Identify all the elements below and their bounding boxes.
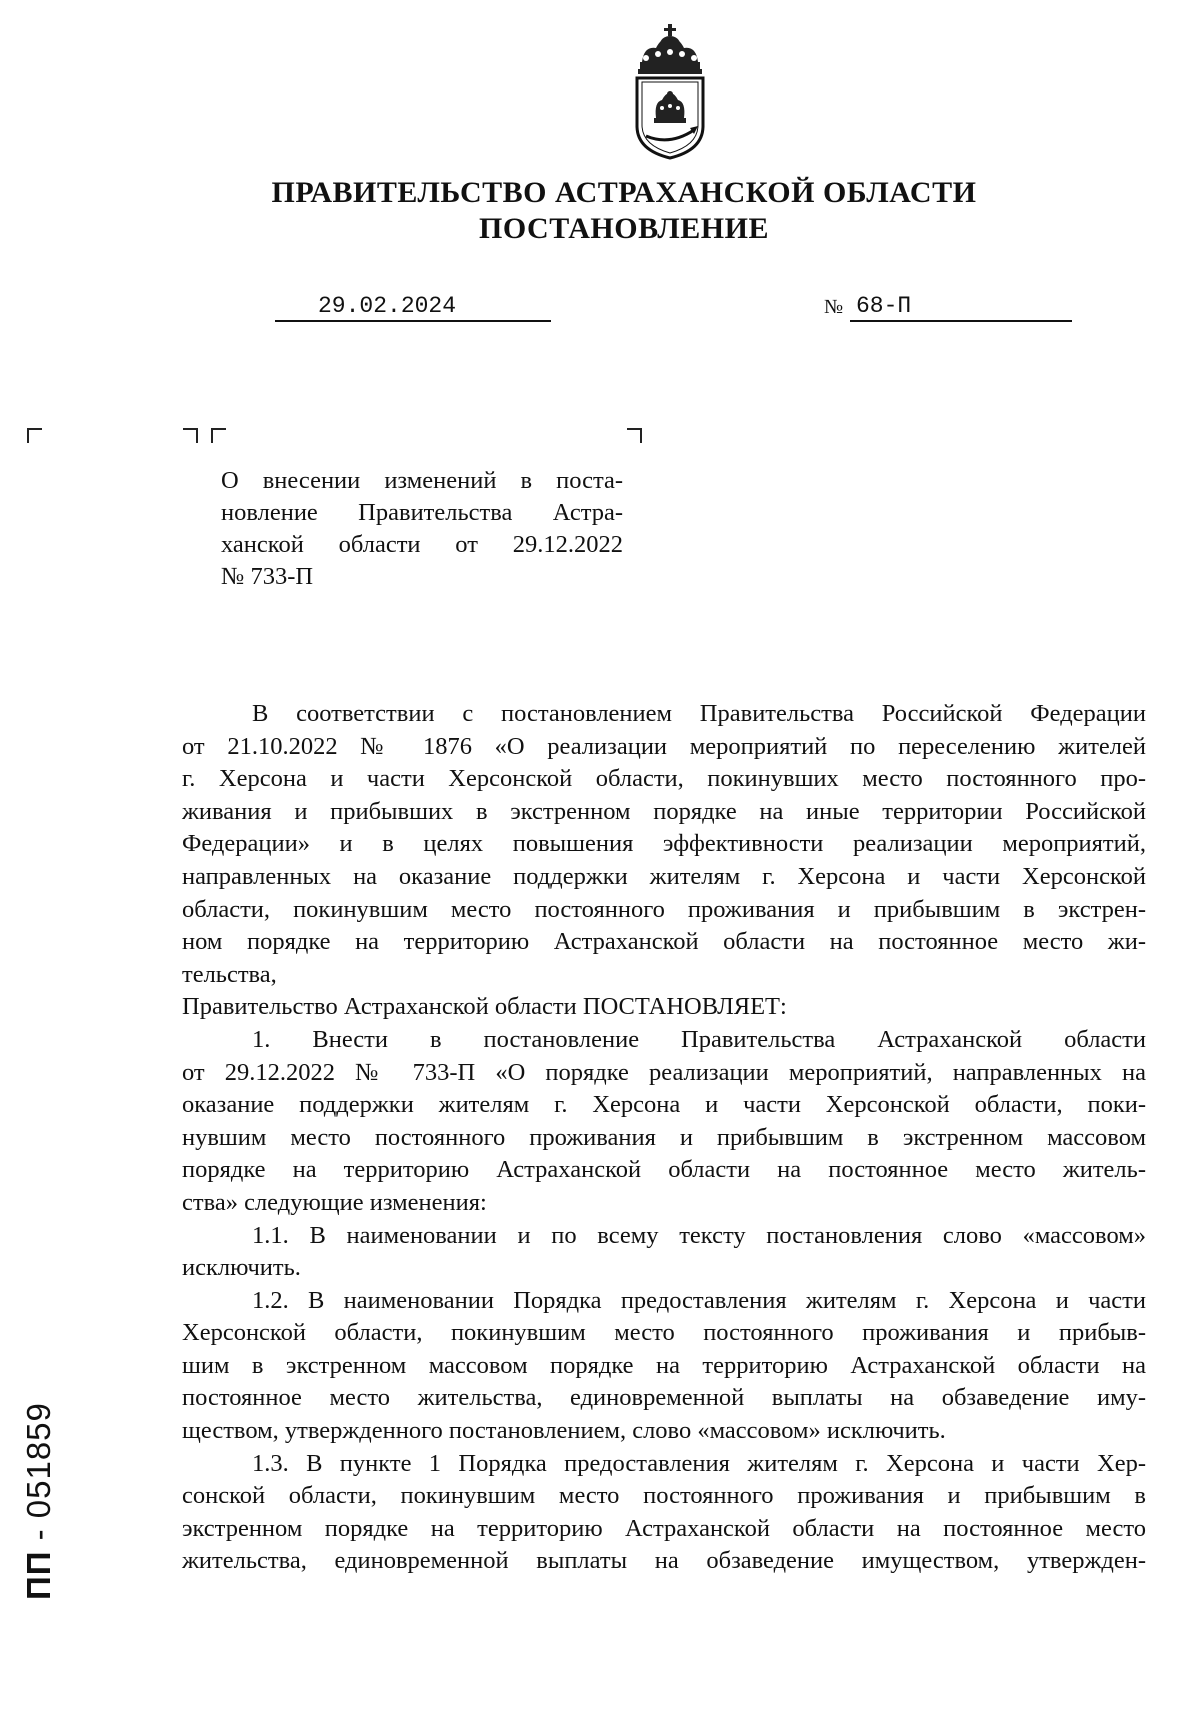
body-line: оказание поддержки жителям г. Херсона и части Херсонской области, поки- bbox=[182, 1091, 1146, 1119]
body-line: нувшим место постоянного проживания и прибывшим в экстренном массовом bbox=[182, 1123, 1146, 1151]
body-line: от 29.12.2022 № 733-П «О порядке реализации мероприятий, направленных на bbox=[182, 1058, 1146, 1086]
body-line: тельства, bbox=[182, 960, 277, 988]
body-line: ществом, утвержденного постановлением, слово «массовом» исключить. bbox=[182, 1417, 946, 1445]
margin-corner-mark bbox=[27, 428, 42, 443]
subject-line: ханской области от 29.12.2022 bbox=[221, 531, 623, 558]
body-line: Федерации» и в целях повышения эффективности реализации мероприятий, bbox=[182, 830, 1146, 858]
body-line: исключить. bbox=[182, 1254, 301, 1282]
serial-prefix: ПП bbox=[20, 1550, 57, 1600]
body-line: Правительство Астраханской области ПОСТАНОВЛЯЕТ: bbox=[182, 993, 787, 1021]
body-line: направленных на оказание поддержки жителям г. Херсона и части Херсонской bbox=[182, 862, 1146, 890]
body-line: ном порядке на территорию Астраханской области на постоянное место жи- bbox=[182, 928, 1146, 956]
authority-title: ПРАВИТЕЛЬСТВО АСТРАХАНСКОЙ ОБЛАСТИ bbox=[271, 176, 977, 209]
subject-corner-mark bbox=[211, 428, 226, 443]
subject-block bbox=[221, 465, 623, 593]
document-date: 29.02.2024 bbox=[318, 293, 457, 319]
subject-line: № 733-П bbox=[221, 563, 314, 590]
body-text bbox=[182, 698, 1146, 1578]
subject-corner-mark bbox=[183, 428, 198, 443]
body-line: 1.2. В наименовании Порядка предоставления жителям г. Херсона и части bbox=[252, 1286, 1146, 1314]
body-line: области, покинувшим место постоянного проживания и прибывшим в экстрен- bbox=[182, 895, 1146, 923]
coat-of-arms-emblem bbox=[632, 22, 708, 160]
body-line: г. Херсона и части Херсонской области, покинувших место постоянного про- bbox=[182, 765, 1146, 793]
body-line: 1.1. В наименовании и по всему тексту постановления слово «массовом» bbox=[252, 1221, 1146, 1249]
serial-number: - 051859 bbox=[20, 1402, 57, 1541]
body-line: сонской области, покинувшим место постоянного проживания и прибывшим в bbox=[182, 1482, 1146, 1510]
document-number: 68-П bbox=[856, 293, 912, 319]
body-line: постоянное место жительства, единовременной выплаты на обзаведение иму- bbox=[182, 1384, 1146, 1412]
body-line: от 21.10.2022 № 1876 «О реализации мероприятий по переселению жителей bbox=[182, 732, 1146, 760]
subject-corner-mark bbox=[627, 428, 642, 443]
subject-line: О внесении изменений в поста- bbox=[221, 467, 623, 494]
body-line: живания и прибывших в экстренном порядке на иные территории Российской bbox=[182, 797, 1146, 825]
body-line: экстренном порядке на территорию Астраханской области на постоянное место bbox=[182, 1514, 1146, 1542]
body-line: ства» следующие изменения: bbox=[182, 1188, 487, 1216]
body-line: В соответствии с постановлением Правительства Российской Федерации bbox=[252, 700, 1146, 727]
body-line: 1.3. В пункте 1 Порядка предоставления жителям г. Херсона и части Хер- bbox=[252, 1449, 1146, 1477]
body-line: жительства, единовременной выплаты на обзаведение имуществом, утвержден- bbox=[182, 1547, 1146, 1575]
body-line: шим в экстренном массовом порядке на территорию Астраханской области на bbox=[182, 1351, 1146, 1379]
document-type-title: ПОСТАНОВЛЕНИЕ bbox=[479, 212, 769, 245]
body-line: Херсонской области, покинувшим место постоянного проживания и прибыв- bbox=[182, 1319, 1146, 1347]
subject-line: новление Правительства Астра- bbox=[221, 499, 623, 526]
number-label: № bbox=[824, 296, 844, 318]
form-serial-number bbox=[20, 1402, 58, 1600]
body-line: порядке на территорию Астраханской области на постоянное место житель- bbox=[182, 1156, 1146, 1184]
body-line: 1. Внести в постановление Правительства Астраханской области bbox=[252, 1025, 1146, 1053]
